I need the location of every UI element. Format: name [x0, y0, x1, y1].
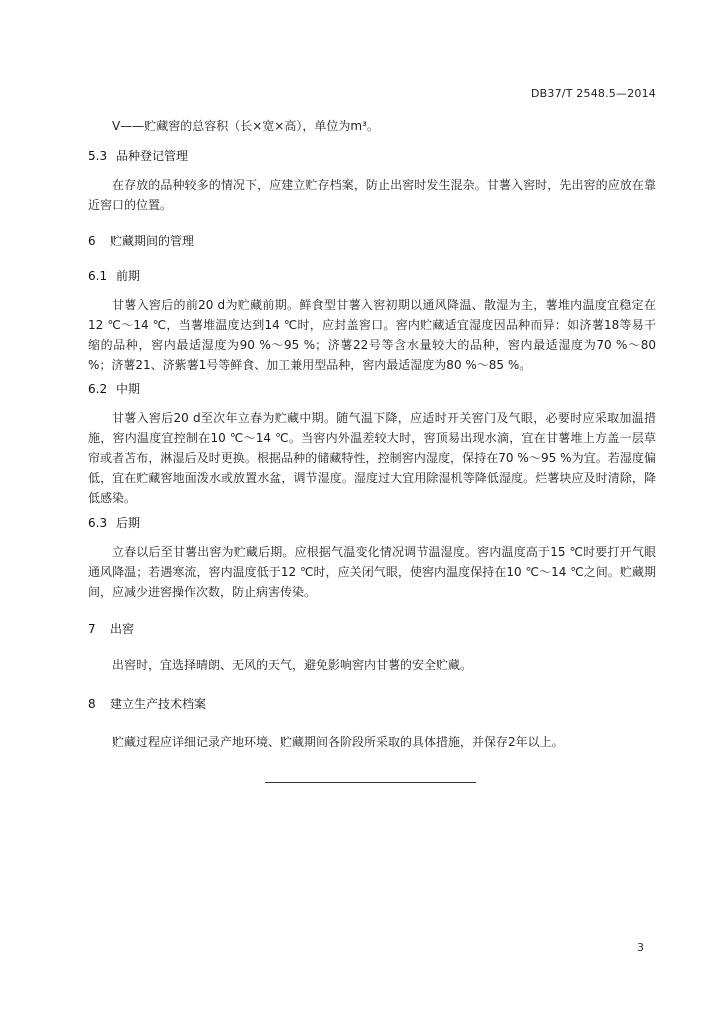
section-number: 7 [88, 622, 96, 636]
section-title: 后期 [116, 516, 141, 530]
section-title: 出窖 [110, 622, 135, 636]
section-6-1-heading [88, 266, 140, 286]
section-5-3-body [88, 175, 656, 215]
section-8-heading [88, 694, 206, 714]
standard-code: DB37/T 2548.5—2014 [530, 87, 656, 100]
section-number: 5.3 [88, 149, 108, 163]
section-title: 中期 [116, 382, 141, 396]
volume-definition-text: V——贮藏窖的总容积（长×宽×高），单位为m³。 [112, 119, 379, 133]
section-6-3-heading [88, 513, 140, 533]
section-6-2-body [88, 408, 656, 508]
section-number: 6.3 [88, 516, 108, 530]
section-paragraph: 贮藏过程应详细记录产地环境、贮藏期间各阶段所采取的具体措施，并保存2年以上。 [112, 735, 564, 749]
section-number: 6.1 [88, 269, 108, 283]
section-6-1-body [88, 295, 656, 375]
section-title: 品种登记管理 [116, 149, 189, 163]
section-title: 前期 [116, 269, 141, 283]
section-number: 8 [88, 697, 96, 711]
section-paragraph: 出窖时，宜选择晴朗、无风的天气，避免影响窖内甘薯的安全贮藏。 [112, 658, 473, 672]
section-6-heading [88, 231, 194, 251]
section-title: 贮藏期间的管理 [110, 234, 195, 248]
section-6-3-body [88, 542, 656, 602]
section-title: 建立生产技术档案 [110, 697, 207, 711]
page-number: 3 [637, 941, 644, 954]
section-paragraph: 立春以后至甘薯出窖为贮藏后期。应根据气温变化情况调节温湿度。窖内温度高于15 ℃时要打开气眼通风降温；若遇寒流，窖内温度低于12 ℃时，应关闭气眼，使窖内温度保持在10 ℃～14 ℃之间。贮藏期间，应减少进窖操作次数，防止病害传染。 [88, 545, 656, 599]
section-5-3-heading [88, 146, 188, 166]
section-7-heading [88, 619, 134, 639]
section-paragraph: 甘薯入窖后20 d至次年立春为贮藏中期。随气温下降，应适时开关窖门及气眼，必要时应采取加温措施，窖内温度宜控制在10 ℃～14 ℃。当窖内外温差较大时，窖顶易出现水滴，宜在甘薯堆上方盖一层草帘或者苫布，淋湿后及时更换。根据品种的储藏特性，控制窖内湿度，保持在70 %～95 %为宜。若湿度偏低，宜在贮藏窖地面泼水或放置水盆，调节湿度。湿度过大宜用除湿机等降低湿度。烂薯块应及时清除，降低感染。 [88, 411, 656, 505]
section-paragraph: 甘薯入窖后的前20 d为贮藏前期。鲜食型甘薯入窖初期以通风降温、散湿为主，薯堆内温度宜稳定在12 ℃～14 ℃，当薯堆温度达到14 ℃时，应封盖窖口。窖内贮藏适宜湿度因品种而异：如济薯18等易干缩的品种，窖内最适湿度为90 %～95 %；济薯22号等含水量较大的品种，窖内最适湿度为70 %～80 %；济薯21、济紫薯1号等鲜食、加工兼用型品种，窖内最适湿度为80 %～85 %。 [88, 298, 656, 372]
section-number: 6.2 [88, 382, 108, 396]
section-7-body [88, 655, 656, 675]
volume-definition [88, 116, 656, 136]
section-6-2-heading [88, 379, 140, 399]
section-paragraph: 在存放的品种较多的情况下，应建立贮存档案，防止出窖时发生混杂。甘薯入窖时，先出窖的应放在靠近窖口的位置。 [88, 178, 656, 212]
section-number: 6 [88, 234, 96, 248]
end-of-text-rule [265, 782, 476, 783]
section-8-body [88, 732, 656, 752]
